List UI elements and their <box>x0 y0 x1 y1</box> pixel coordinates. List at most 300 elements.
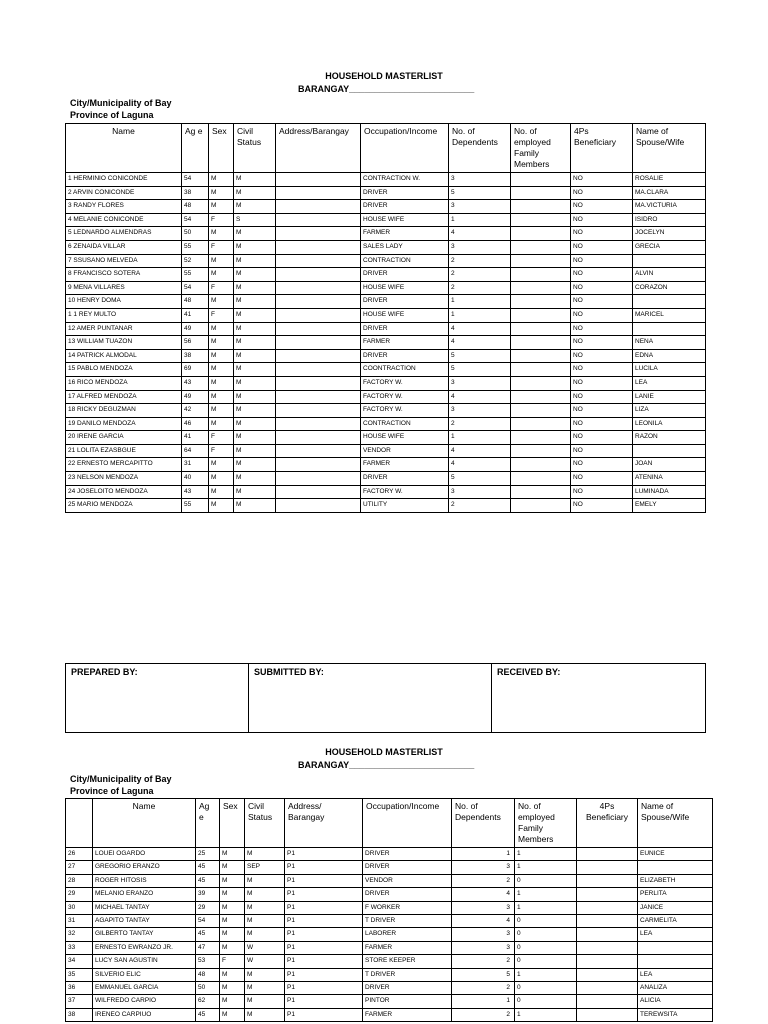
table-row <box>66 901 713 914</box>
cell-number: 30 <box>66 901 93 914</box>
cell-address <box>276 499 361 513</box>
cell-civil-status: M <box>234 349 276 363</box>
cell-age: 48 <box>182 200 209 214</box>
cell-name: SILVERIO ELIC <box>93 968 196 981</box>
cell-age: 48 <box>182 295 209 309</box>
cell-employed <box>511 472 571 486</box>
cell-spouse <box>633 295 706 309</box>
cell-dependents: 1 <box>452 848 515 861</box>
cell-employed <box>511 281 571 295</box>
cell-spouse: LEA <box>633 376 706 390</box>
cell-spouse: EUNICE <box>638 848 713 861</box>
cell-address: P1 <box>285 995 363 1008</box>
cell-address <box>276 349 361 363</box>
cell-address <box>276 472 361 486</box>
cell-employed: 0 <box>515 928 577 941</box>
cell-address <box>276 295 361 309</box>
cell-name: GILBERTO TANTAY <box>93 928 196 941</box>
header-number <box>66 799 93 848</box>
cell-sex: F <box>209 240 234 254</box>
cell-sex: M <box>220 874 245 887</box>
cell-age: 54 <box>182 213 209 227</box>
cell-name: LOUEI OGARDO <box>93 848 196 861</box>
cell-sex: M <box>209 227 234 241</box>
cell-civil-status: M <box>234 472 276 486</box>
cell-civil-status: M <box>234 485 276 499</box>
cell-civil-status: M <box>245 968 285 981</box>
cell-civil-status: M <box>234 240 276 254</box>
cell-name: 20 IRENE GARCIA <box>66 431 182 445</box>
cell-4ps: NO <box>571 376 633 390</box>
cell-age: 54 <box>196 915 220 928</box>
cell-address: P1 <box>285 955 363 968</box>
cell-spouse <box>633 254 706 268</box>
cell-employed <box>511 431 571 445</box>
cell-4ps <box>577 901 638 914</box>
cell-number: 27 <box>66 861 93 874</box>
cell-4ps: NO <box>571 336 633 350</box>
table-row <box>66 915 713 928</box>
cell-4ps: NO <box>571 295 633 309</box>
cell-dependents: 1 <box>452 995 515 1008</box>
cell-sex: F <box>209 431 234 445</box>
header-age: Ag e <box>182 124 209 173</box>
page2-barangay: BARANGAY_________________________ <box>298 760 475 770</box>
cell-age: 25 <box>196 848 220 861</box>
cell-age: 54 <box>182 281 209 295</box>
cell-dependents: 5 <box>449 349 511 363</box>
cell-name: 16 RICO MENDOZA <box>66 376 182 390</box>
cell-name: 5 LEDNARDO ALMENDRAS <box>66 227 182 241</box>
cell-sex: M <box>209 485 234 499</box>
cell-sex: M <box>220 982 245 995</box>
cell-occupation: HOUSE WIFE <box>361 308 449 322</box>
cell-address <box>276 444 361 458</box>
table-row <box>66 349 706 363</box>
cell-address <box>276 322 361 336</box>
cell-employed: 0 <box>515 874 577 887</box>
cell-address: P1 <box>285 848 363 861</box>
cell-occupation: DRIVER <box>361 200 449 214</box>
page2-title: HOUSEHOLD MASTERLIST <box>325 747 443 757</box>
header-age: Ag e <box>196 799 220 848</box>
table-row <box>66 499 706 513</box>
cell-address <box>276 336 361 350</box>
cell-4ps: NO <box>571 268 633 282</box>
cell-employed <box>511 485 571 499</box>
cell-employed <box>511 499 571 513</box>
cell-sex: M <box>209 295 234 309</box>
cell-address: P1 <box>285 928 363 941</box>
cell-civil-status: M <box>234 499 276 513</box>
cell-4ps: NO <box>571 431 633 445</box>
cell-sex: M <box>209 404 234 418</box>
page1-title: HOUSEHOLD MASTERLIST <box>325 71 443 81</box>
cell-name: 25 MARIO MENDOZA <box>66 499 182 513</box>
cell-4ps: NO <box>571 227 633 241</box>
table-row <box>66 431 706 445</box>
cell-dependents: 3 <box>452 941 515 954</box>
cell-4ps <box>577 1008 638 1021</box>
cell-civil-status: M <box>234 431 276 445</box>
cell-dependents: 1 <box>449 431 511 445</box>
cell-age: 53 <box>196 955 220 968</box>
table-row <box>66 417 706 431</box>
cell-4ps <box>577 955 638 968</box>
cell-employed <box>511 308 571 322</box>
cell-address: P1 <box>285 915 363 928</box>
cell-occupation: T DRIVER <box>363 968 452 981</box>
cell-sex: M <box>220 941 245 954</box>
cell-number: 36 <box>66 982 93 995</box>
table-row <box>66 173 706 187</box>
cell-civil-status: M <box>234 376 276 390</box>
cell-address: P1 <box>285 941 363 954</box>
cell-address <box>276 227 361 241</box>
cell-dependents: 1 <box>449 308 511 322</box>
cell-name: 1 1 REY MULTO <box>66 308 182 322</box>
cell-dependents: 5 <box>449 186 511 200</box>
header-occupation: Occupation/Income <box>363 799 452 848</box>
cell-employed <box>511 349 571 363</box>
cell-name: 7 SSUSANO MELVEDA <box>66 254 182 268</box>
cell-dependents: 1 <box>449 295 511 309</box>
cell-4ps <box>577 941 638 954</box>
cell-dependents: 4 <box>452 888 515 901</box>
cell-sex: M <box>209 186 234 200</box>
cell-occupation: FARMER <box>363 1008 452 1021</box>
cell-employed: 1 <box>515 968 577 981</box>
cell-dependents: 5 <box>449 363 511 377</box>
cell-occupation: FACTORY W. <box>361 404 449 418</box>
cell-dependents: 3 <box>449 173 511 187</box>
cell-address <box>276 308 361 322</box>
cell-sex: F <box>209 281 234 295</box>
cell-sex: M <box>209 363 234 377</box>
cell-age: 38 <box>182 186 209 200</box>
page1-barangay: BARANGAY_________________________ <box>298 84 475 94</box>
cell-age: 50 <box>182 227 209 241</box>
cell-occupation: CONTRACTION W. <box>361 173 449 187</box>
table-row <box>66 955 713 968</box>
cell-employed <box>511 376 571 390</box>
cell-spouse: LEA <box>638 928 713 941</box>
cell-sex: F <box>209 308 234 322</box>
cell-occupation: FARMER <box>361 458 449 472</box>
cell-dependents: 2 <box>449 268 511 282</box>
cell-address: P1 <box>285 888 363 901</box>
cell-dependents: 5 <box>449 472 511 486</box>
cell-occupation: F WORKER <box>363 901 452 914</box>
cell-dependents: 2 <box>449 254 511 268</box>
cell-dependents: 4 <box>449 444 511 458</box>
cell-age: 39 <box>196 888 220 901</box>
cell-employed <box>511 390 571 404</box>
cell-4ps: NO <box>571 390 633 404</box>
cell-4ps: NO <box>571 213 633 227</box>
cell-civil-status: M <box>234 268 276 282</box>
cell-age: 52 <box>182 254 209 268</box>
cell-sex: M <box>209 349 234 363</box>
cell-employed: 1 <box>515 861 577 874</box>
cell-4ps: NO <box>571 349 633 363</box>
cell-number: 32 <box>66 928 93 941</box>
cell-sex: F <box>209 213 234 227</box>
cell-civil-status: M <box>234 336 276 350</box>
cell-civil-status: W <box>245 955 285 968</box>
cell-spouse: MA.VICTURIA <box>633 200 706 214</box>
cell-civil-status: M <box>234 404 276 418</box>
cell-dependents: 4 <box>449 390 511 404</box>
header-4ps: 4Ps Beneficiary <box>577 799 638 848</box>
cell-sex: M <box>220 928 245 941</box>
cell-spouse: TEREWSITA <box>638 1008 713 1021</box>
cell-spouse: LUCILA <box>633 363 706 377</box>
cell-4ps: NO <box>571 240 633 254</box>
cell-occupation: DRIVER <box>361 186 449 200</box>
cell-address <box>276 404 361 418</box>
cell-4ps: NO <box>571 186 633 200</box>
cell-dependents: 4 <box>449 322 511 336</box>
cell-name: 3 RANDY FLORES <box>66 200 182 214</box>
header-employed: No. of employed Family Members <box>515 799 577 848</box>
table-row <box>66 404 706 418</box>
cell-4ps <box>577 861 638 874</box>
cell-occupation: FARMER <box>363 941 452 954</box>
cell-occupation: DRIVER <box>363 861 452 874</box>
cell-age: 42 <box>182 404 209 418</box>
cell-sex: M <box>209 499 234 513</box>
cell-employed: 0 <box>515 995 577 1008</box>
cell-name: MELANIO ERANZO <box>93 888 196 901</box>
cell-employed <box>511 295 571 309</box>
cell-sex: M <box>209 458 234 472</box>
cell-occupation: SALES LADY <box>361 240 449 254</box>
cell-employed <box>511 186 571 200</box>
cell-occupation: HOUSE WIFE <box>361 213 449 227</box>
cell-4ps: NO <box>571 404 633 418</box>
page1-province: Province of Laguna <box>70 110 154 120</box>
cell-name: 4 MELANIE CONICONDE <box>66 213 182 227</box>
cell-employed <box>511 200 571 214</box>
header-civil-status: Civil Status <box>245 799 285 848</box>
cell-address <box>276 254 361 268</box>
cell-address <box>276 240 361 254</box>
cell-4ps: NO <box>571 281 633 295</box>
cell-civil-status: M <box>245 928 285 941</box>
cell-employed <box>511 444 571 458</box>
submitted-by-label: SUBMITTED BY: <box>249 664 492 733</box>
table-row <box>66 1008 713 1021</box>
cell-age: 45 <box>196 861 220 874</box>
cell-employed <box>511 322 571 336</box>
cell-occupation: FACTORY W. <box>361 376 449 390</box>
header-sex: Sex <box>220 799 245 848</box>
header-dependents: No. of Dependents <box>449 124 511 173</box>
cell-civil-status: M <box>245 915 285 928</box>
page2-city: City/Municipality of Bay <box>70 774 172 784</box>
cell-4ps: NO <box>571 485 633 499</box>
cell-age: 40 <box>182 472 209 486</box>
cell-number: 31 <box>66 915 93 928</box>
cell-spouse: ALICIA <box>638 995 713 1008</box>
cell-spouse: ATENINA <box>633 472 706 486</box>
cell-name: 15 PABLO MENDOZA <box>66 363 182 377</box>
cell-sex: M <box>209 472 234 486</box>
cell-sex: F <box>209 444 234 458</box>
cell-dependents: 2 <box>452 982 515 995</box>
cell-age: 31 <box>182 458 209 472</box>
cell-4ps: NO <box>571 308 633 322</box>
cell-name: 17 ALFRED MENDOZA <box>66 390 182 404</box>
table-row <box>66 281 706 295</box>
cell-employed <box>511 404 571 418</box>
cell-employed <box>511 363 571 377</box>
cell-age: 64 <box>182 444 209 458</box>
cell-civil-status: M <box>234 363 276 377</box>
cell-spouse: MARICEL <box>633 308 706 322</box>
header-employed: No. of employed Family Members <box>511 124 571 173</box>
cell-civil-status: M <box>234 417 276 431</box>
cell-civil-status: M <box>245 982 285 995</box>
cell-address <box>276 376 361 390</box>
cell-4ps <box>577 848 638 861</box>
cell-address: P1 <box>285 982 363 995</box>
cell-dependents: 3 <box>449 200 511 214</box>
cell-address <box>276 431 361 445</box>
cell-employed: 0 <box>515 941 577 954</box>
cell-sex: M <box>220 848 245 861</box>
cell-dependents: 3 <box>449 240 511 254</box>
table-row <box>66 186 706 200</box>
cell-employed <box>511 254 571 268</box>
masterlist-table-2 <box>65 798 713 1022</box>
table-row <box>66 472 706 486</box>
page2-province: Province of Laguna <box>70 786 154 796</box>
cell-name: 19 DANILO MENDOZA <box>66 417 182 431</box>
cell-name: 1 HERMINIO CONICONDE <box>66 173 182 187</box>
cell-4ps <box>577 888 638 901</box>
table-row <box>66 363 706 377</box>
cell-occupation: DRIVER <box>361 472 449 486</box>
cell-number: 33 <box>66 941 93 954</box>
cell-sex: M <box>220 901 245 914</box>
cell-occupation: STORE KEEPER <box>363 955 452 968</box>
cell-employed <box>511 173 571 187</box>
cell-employed <box>511 458 571 472</box>
cell-spouse: JANICE <box>638 901 713 914</box>
cell-sex: M <box>209 200 234 214</box>
table-row <box>66 861 713 874</box>
cell-occupation: UTILITY <box>361 499 449 513</box>
table-row <box>66 874 713 887</box>
cell-address <box>276 485 361 499</box>
cell-spouse: EMELY <box>633 499 706 513</box>
cell-dependents: 2 <box>452 955 515 968</box>
cell-dependents: 4 <box>449 458 511 472</box>
table-row <box>66 240 706 254</box>
cell-dependents: 3 <box>452 928 515 941</box>
cell-age: 49 <box>182 390 209 404</box>
cell-name: 22 ERNESTO MERCAPITTO <box>66 458 182 472</box>
cell-dependents: 5 <box>452 968 515 981</box>
cell-employed: 1 <box>515 848 577 861</box>
cell-4ps <box>577 982 638 995</box>
cell-spouse: GRECIA <box>633 240 706 254</box>
table-row <box>66 213 706 227</box>
cell-dependents: 2 <box>449 417 511 431</box>
cell-occupation: DRIVER <box>363 982 452 995</box>
cell-age: 62 <box>196 995 220 1008</box>
cell-occupation: COONTRACTION <box>361 363 449 377</box>
cell-occupation: HOUSE WIFE <box>361 431 449 445</box>
masterlist-table-1 <box>65 123 706 513</box>
cell-name: GREGORIO ERANZO <box>93 861 196 874</box>
cell-4ps: NO <box>571 200 633 214</box>
cell-civil-status: M <box>234 458 276 472</box>
cell-spouse: NENA <box>633 336 706 350</box>
cell-spouse <box>638 941 713 954</box>
cell-age: 55 <box>182 268 209 282</box>
header-spouse: Name of Spouse/Wife <box>633 124 706 173</box>
page1-city: City/Municipality of Bay <box>70 98 172 108</box>
cell-4ps: NO <box>571 363 633 377</box>
cell-name: 13 WILLIAM TUAZON <box>66 336 182 350</box>
header-sex: Sex <box>209 124 234 173</box>
cell-name: 10 HENRY DOMA <box>66 295 182 309</box>
cell-name: 23 NELSON MENDOZA <box>66 472 182 486</box>
cell-sex: M <box>209 322 234 336</box>
cell-name: 8 FRANCISCO SOTERA <box>66 268 182 282</box>
cell-occupation: VENDOR <box>363 874 452 887</box>
header-spouse: Name of Spouse/Wife <box>638 799 713 848</box>
cell-sex: M <box>220 968 245 981</box>
cell-civil-status: M <box>234 390 276 404</box>
cell-name: 9 MENA VILLARES <box>66 281 182 295</box>
table-row <box>66 995 713 1008</box>
cell-spouse: LIZA <box>633 404 706 418</box>
header-civil-status: Civil Status <box>234 124 276 173</box>
cell-civil-status: W <box>245 941 285 954</box>
cell-civil-status: M <box>245 888 285 901</box>
cell-name: ROGER HITOSIS <box>93 874 196 887</box>
cell-age: 55 <box>182 240 209 254</box>
cell-dependents: 2 <box>449 281 511 295</box>
cell-civil-status: M <box>234 186 276 200</box>
cell-age: 69 <box>182 363 209 377</box>
table-row <box>66 941 713 954</box>
table-row <box>66 295 706 309</box>
cell-age: 29 <box>196 901 220 914</box>
cell-4ps: NO <box>571 444 633 458</box>
cell-civil-status: SEP <box>245 861 285 874</box>
cell-sex: M <box>209 173 234 187</box>
cell-4ps: NO <box>571 173 633 187</box>
cell-age: 46 <box>182 417 209 431</box>
cell-occupation: CONTRACTION <box>361 254 449 268</box>
cell-civil-status: M <box>245 995 285 1008</box>
cell-age: 43 <box>182 485 209 499</box>
cell-spouse <box>633 444 706 458</box>
cell-4ps: NO <box>571 254 633 268</box>
header-address: Address/ Barangay <box>285 799 363 848</box>
table-row <box>66 444 706 458</box>
cell-name: MICHAEL TANTAY <box>93 901 196 914</box>
cell-spouse <box>638 861 713 874</box>
cell-spouse: JOCELYN <box>633 227 706 241</box>
cell-dependents: 4 <box>452 915 515 928</box>
cell-address <box>276 281 361 295</box>
